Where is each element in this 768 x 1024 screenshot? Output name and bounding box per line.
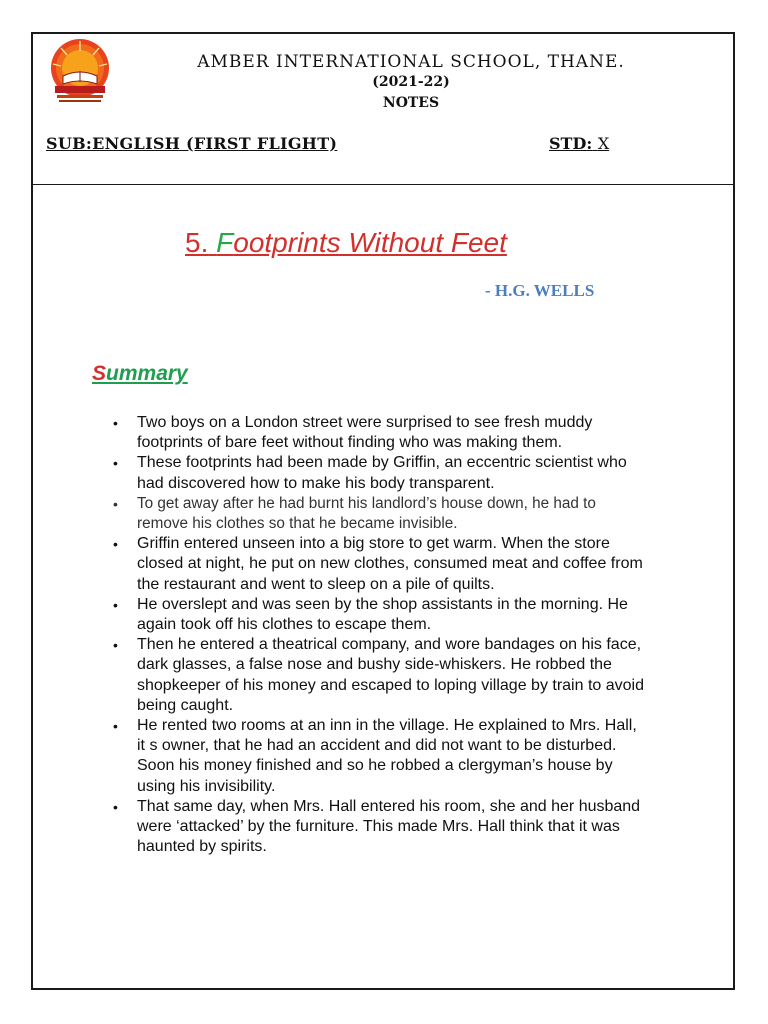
summary-heading-first-letter: S [92, 362, 107, 385]
std-value: X [597, 134, 610, 153]
summary-list [107, 413, 649, 857]
list-item: • Then he entered a theatrical company, and wore bandages on his face, dark glasses, a false nose and bushy side-whiskers. He robbed the shopkeeper of his money and escaped to loping village by train to avoid being caught. [137, 635, 649, 716]
std-label [549, 134, 609, 153]
list-item: • Griffin entered unseen into a big store to get warm. When the store closed at night, he put on new clothes, consumed meat and coffee from the restaurant and went to sleep on a pile of quilts. [137, 534, 649, 595]
chapter-title-rest: ootprints Without Feet [233, 227, 507, 258]
chapter-title-first-letter: F [216, 227, 234, 258]
list-item: • That same day, when Mrs. Hall entered his room, she and her husband were ‘attacked’ by the furniture. This made Mrs. Hall think that it was haunted by spirits. [137, 797, 649, 858]
notes-label: NOTES [382, 95, 440, 111]
summary-heading [92, 362, 188, 386]
academic-session: (2021-22) [372, 74, 450, 90]
chapter-author: - H.G. WELLS [485, 281, 595, 300]
list-item: • To get away after he had burnt his landlord’s house down, he had to remove his clothes so that he became invisible. [137, 494, 649, 534]
header-divider [33, 184, 733, 185]
list-item: • These footprints had been made by Griffin, an eccentric scientist who had discovered how to make his body transparent. [137, 453, 649, 493]
std-label-text: STD: [549, 134, 593, 153]
school-name: AMBER INTERNATIONAL SCHOOL, THANE. [197, 52, 625, 72]
chapter-number: 5. [185, 227, 209, 258]
page-frame [31, 32, 735, 990]
summary-heading-rest: ummary [106, 362, 188, 385]
list-item: • He rented two rooms at an inn in the village. He explained to Mrs. Hall, it s owner, that he had an accident and did not want to be disturbed. Soon his money finished and so he robbed a clergyman’s house by using his invisibility. [137, 716, 649, 797]
subject-label: SUB:ENGLISH (FIRST FLIGHT) [46, 134, 338, 153]
list-item: • Two boys on a London street were surprised to see fresh muddy footprints of bare feet without finding who was making them. [137, 413, 649, 453]
chapter-title [185, 227, 507, 259]
list-item: • He overslept and was seen by the shop assistants in the morning. He again took off his clothes to escape them. [137, 595, 649, 635]
